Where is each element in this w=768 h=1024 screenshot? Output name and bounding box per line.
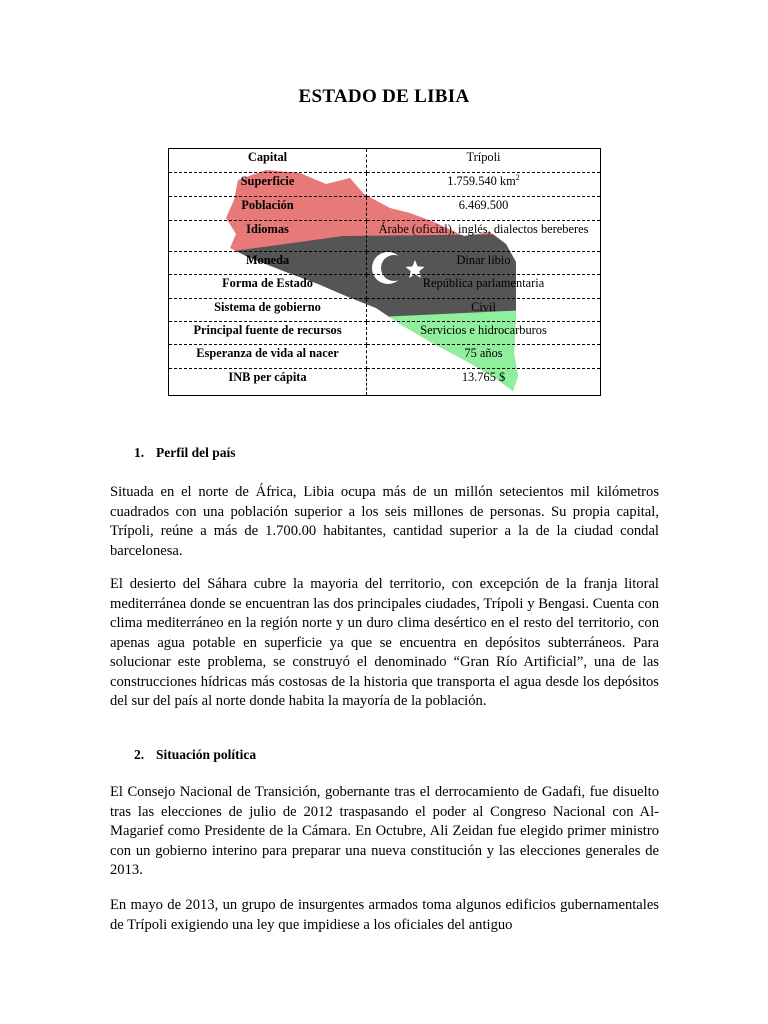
section-number: 1. bbox=[134, 445, 145, 460]
table-row bbox=[169, 321, 601, 344]
info-value-currency: Dinar libio bbox=[367, 252, 601, 275]
document-title: ESTADO DE LIBIA bbox=[298, 86, 470, 107]
table-row bbox=[169, 149, 601, 173]
section-title: Perfil del país bbox=[156, 445, 236, 460]
info-value-languages: Árabe (oficial), inglés, dialectos bereberes bbox=[367, 221, 601, 252]
table-row bbox=[169, 173, 601, 197]
country-info-table bbox=[168, 148, 601, 396]
table-row bbox=[169, 221, 601, 252]
paragraph: El Consejo Nacional de Transición, gobernante tras el derrocamiento de Gadafi, fue disuelto tras las elecciones de julio de 2012 traspasando el poder al Congreso Nacional con Al-Magarief como Presidente de la Cámara. En Octubre, Ali Zeidan fue elegido primer ministro con un gobierno interino para preparar una nueva constitución y las elecciones generales de 2013. bbox=[110, 784, 659, 878]
info-value-resources: Servicios e hidrocarburos bbox=[367, 321, 601, 344]
section-heading-country-profile bbox=[134, 445, 236, 461]
info-value-capital: Trípoli bbox=[367, 149, 601, 173]
info-key-state-form: Forma de Estado bbox=[169, 275, 367, 298]
info-value-area: 1.759.540 $km^2$ bbox=[367, 173, 601, 197]
info-key-government: Sistema de gobierno bbox=[169, 298, 367, 321]
paragraph: El desierto del Sáhara cubre la mayoria del territorio, con excepción de la franja litoral mediterránea donde se encuentran las dos principales ciudades, Trípoli y Bengasi. Cuenta con clima mediterráneo en la región norte y un duro clima desértico en el resto del territorio, con apenas agua potable en superficie ya que se encuentra en depósitos subterráneos. Para solucionar este problema, se construyó el denominado “Gran Río Artificial”, una de las construcciones hídricas más costosas de la historia que transporta el agua desde los depósitos del sur del país al norte donde habita la mayoría de la población. bbox=[110, 576, 659, 709]
section-number: 2. bbox=[134, 747, 145, 762]
info-value-government: Civil bbox=[367, 298, 601, 321]
info-value-gni: 13.765 $ bbox=[461, 369, 506, 384]
table-row bbox=[169, 368, 601, 395]
info-key-population: Población bbox=[169, 197, 367, 221]
info-key-currency: Moneda bbox=[169, 252, 367, 275]
info-value-population: 6.469.500 bbox=[367, 197, 601, 221]
info-key-capital: Capital bbox=[169, 149, 367, 173]
info-key-area: Superficie bbox=[169, 173, 367, 197]
paragraph: Situada en el norte de África, Libia ocupa más de un millón setecientos mil kilómetros cuadrados con una población superior a los seis millones de personas. Su propia capital, Trípoli, reúne a más de 1.700.00 habitantes, cantidad superior a la de la ciudad condal barcelonesa. bbox=[110, 484, 659, 559]
info-key-life-expectancy: Esperanza de vida al nacer bbox=[169, 344, 367, 368]
info-key-gni: INB per cápita bbox=[169, 368, 367, 395]
info-key-languages: Idiomas bbox=[169, 221, 367, 252]
table-row bbox=[169, 298, 601, 321]
info-value-state-form: República parlamentaria bbox=[367, 275, 601, 298]
info-key-resources: Principal fuente de recursos bbox=[169, 321, 367, 344]
paragraph: En mayo de 2013, un grupo de insurgentes armados toma algunos edificios gubernamentales de Trípoli exigiendo una ley que impidiese a los oficiales del antiguo bbox=[110, 897, 659, 933]
table-row bbox=[169, 197, 601, 221]
section-title: Situación política bbox=[156, 747, 257, 762]
info-value-life-expectancy: 75 años bbox=[367, 344, 601, 368]
table-row bbox=[169, 275, 601, 298]
table-row bbox=[169, 252, 601, 275]
table-row bbox=[169, 344, 601, 368]
country-info-box bbox=[168, 148, 601, 396]
section-heading-political-situation bbox=[134, 747, 256, 763]
